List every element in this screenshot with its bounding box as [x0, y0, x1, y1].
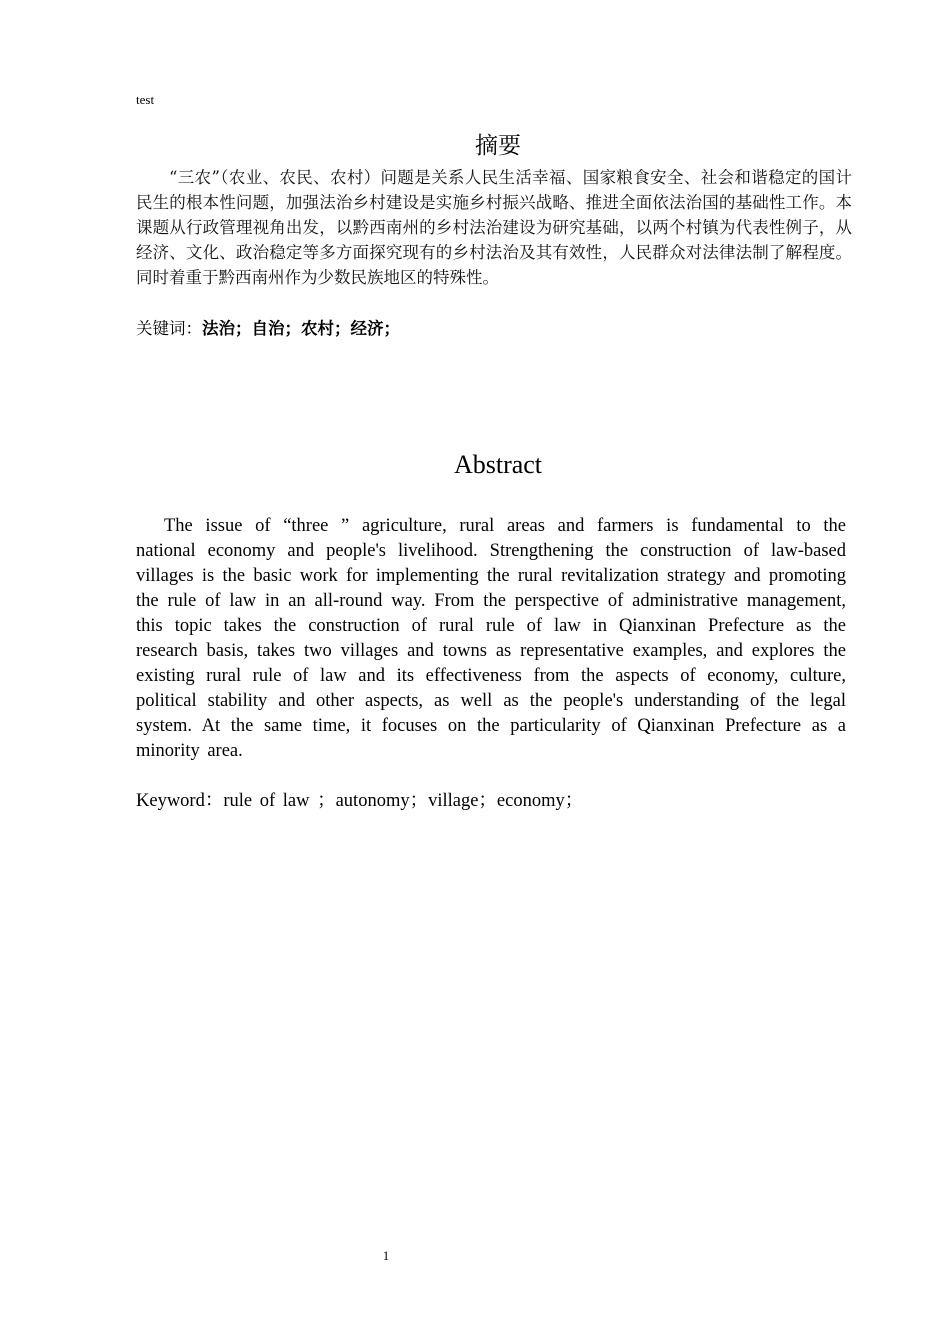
chinese-keywords-list: 法治；自治；农村；经济； [202, 319, 400, 338]
english-keywords: Keyword：rule of law ；autonomy；village；economy； [136, 791, 584, 811]
english-abstract-text: The issue of “three ” agriculture, rural areas and farmers is fundamental to the national economy and people's livelihood. Strengthening the construction of law-based villages is the basic work for implementing the rural revitalization strategy and promoting the rule of law in an all-round way. From the perspective of administrative management, this topic takes the construction of rural rule of law in Qianxinan Prefecture as the research basis, takes two villages and towns as representative examples, and explores the existing rural rule of law and its effectiveness from the aspects of economy, culture, political stability and other aspects, as well as the people's understanding of the legal system. At the same time, it focuses on the particularity of Qianxinan Prefecture as a minority area. [136, 516, 846, 761]
english-abstract-title: Abstract [453, 450, 543, 479]
chinese-keywords [136, 316, 400, 341]
chinese-abstract-title: 摘要 [475, 133, 521, 159]
header-text: test [136, 92, 155, 107]
chinese-keywords-label: 关键词： [136, 319, 202, 338]
english-abstract-body [136, 514, 846, 764]
page-number: 1 [382, 1248, 390, 1263]
chinese-abstract-body: “三农”（农业、农民、农村）问题是关系人民生活幸福、国家粮食安全、社会和谐稳定的国计民生的根本性问题，加强法治乡村建设是实施乡村振兴战略、推进全面依法治国的基础性工作。本课题从行政管理视角出发，以黔西南州的乡村法治建设为研究基础，以两个村镇为代表性例子，从经济、文化、政治稳定等多方面探究现有的乡村法治及其有效性，人民群众对法律法制了解程度。同时着重于黔西南州作为少数民族地区的特殊性。 [136, 168, 852, 287]
